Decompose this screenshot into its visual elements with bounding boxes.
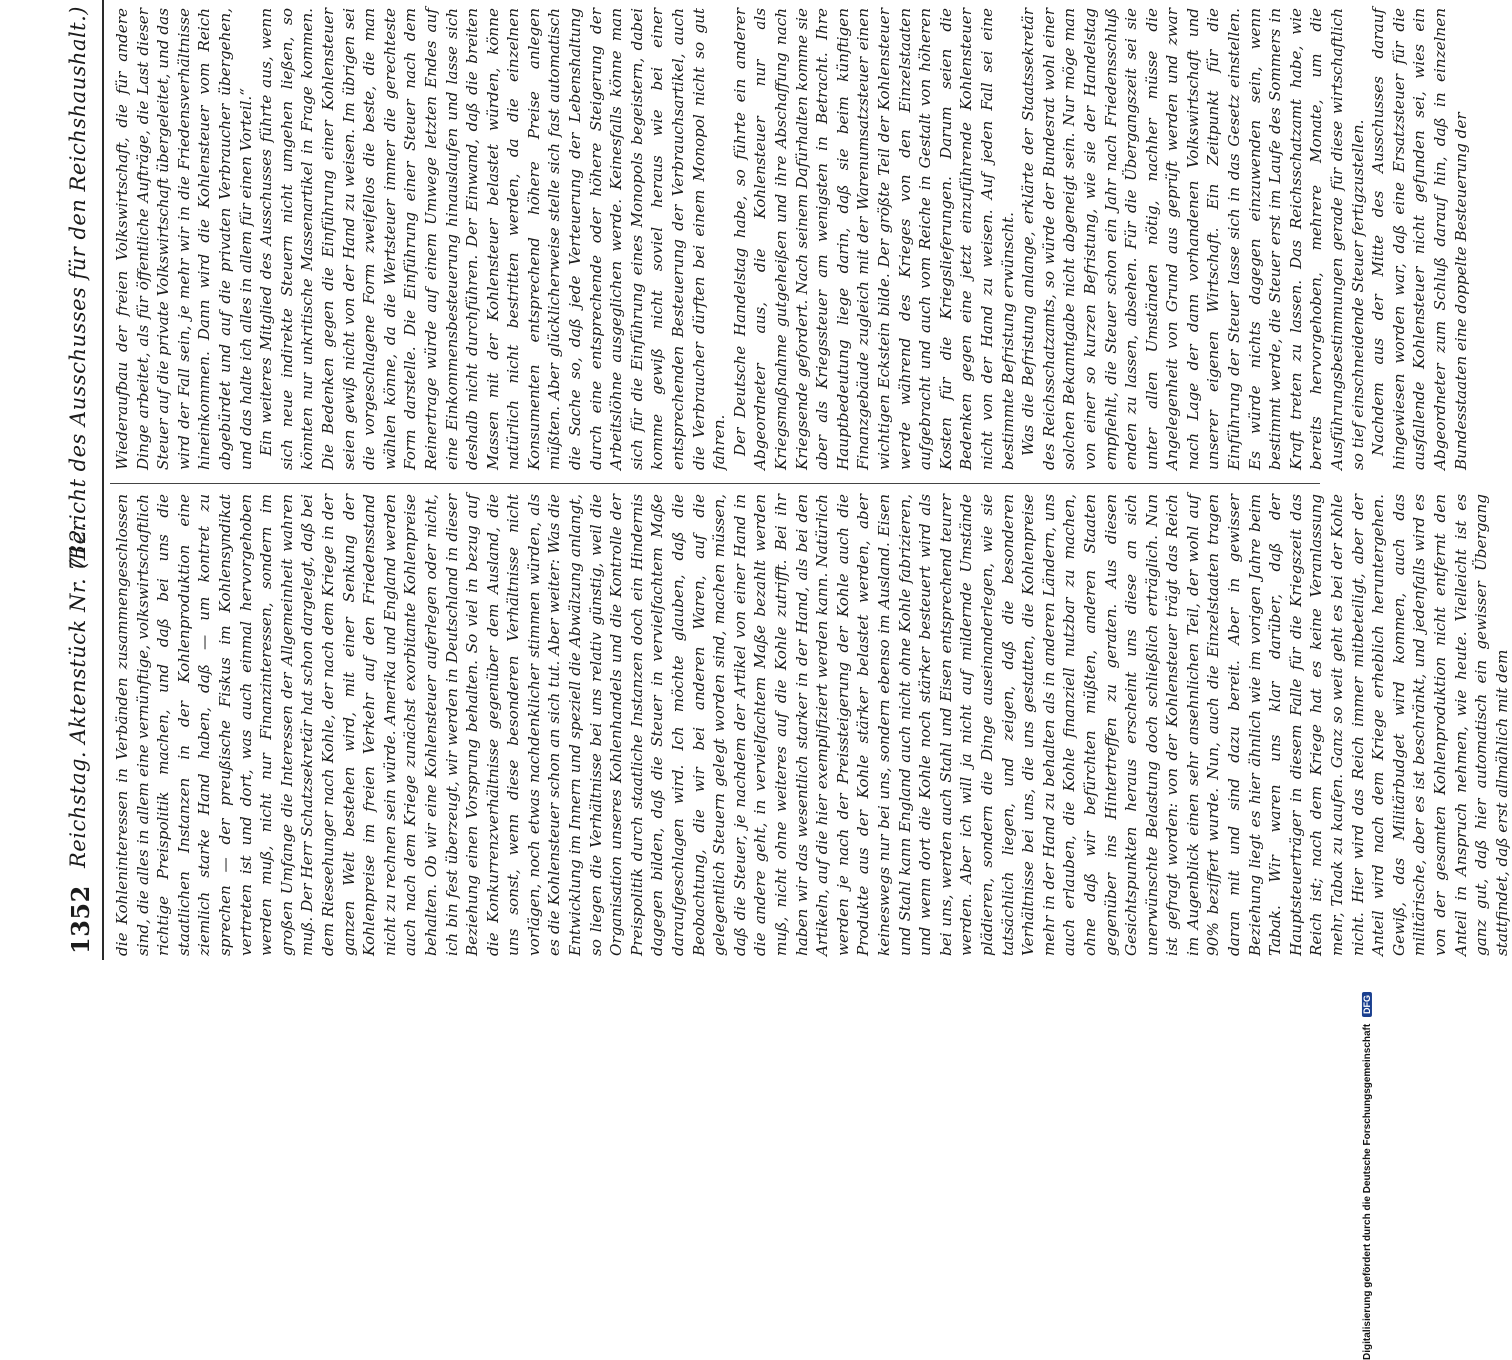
- paragraph: die Kohleninteressen in Verbänden zusammengeschlossen sind, die alles in allem eine vernünftige, volkswirtschaftlich richtige Preispolitik machen, und daß bei uns die staatlichen Instanzen in der Kohlenproduktion eine ziemlich starke Hand haben, daß — um kontret zu sprechen — der preußische Fiskus im Kohlensyndikat vertreten ist und dort, was auch einmal hervorgehoben werden muß, nicht nur Finanzinteressen, sondern im großen Umfange die Interessen der Allgemeinheit wahren muß. Der Herr Schatzsekretär hat schon dargelegt, daß bei dem Rieseehunger nach Kohle, der nach dem Kriege in der ganzen Welt bestehen wird, mit einer Senkung der Kohlenpreise im freien Verkehr auf den Friedensstand nicht zu rechnen sein würde. Amerika und England werden auch nach dem Kriege zunächst exorbitante Kohlenpreise behalten. Ob wir eine Kohlensteuer auferlegen oder nicht, ich bin fest überzeugt, wir werden in Deutschland in dieser Beziehung einen Vorsprung behalten. So viel in bezug auf die Konkurrenzverhältnisse gegenüber dem Ausland, die uns sonst, wenn diese besonderen Verhältnisse nicht vorlägen, noch etwas nachdenklicher stimmen würden, als es die Kohlensteuer schon an sich tut. Aber weiter: Was die Entwicklung im Innern und speziell die Abwälzung anlangt, so liegen die Verhältnisse bei uns relativ günstig, weil die Organisation unseres Kohlenhandels und die Kontrolle der Preispolitik durch staatliche Instanzen doch ein Hindernis dagegen bilden, daß die Steuer in vervielfachtem Maße daraufgeschlagen wird. Ich möchte glauben, daß die Beobachtung, die wir bei anderen Waren, auf die gelegentlich Steuern gelegt worden sind, machen müssen, daß die Steuer, je nachdem der Artikel von einer Hand in die andere geht, in vervielfachtem Maße bezahlt werden muß, nicht ohne weiteres auf die Kohle zutrifft. Bei ihr haben wir das wesentlich starker in der Hand, als bei den Artikeln, auf die hier exemplifiziert werden kann. Natürlich werden je nach der Preissteigerung der Kohle auch die Produkte aus der Kohle stärker belastet werden, aber keineswegs nur bei uns, sondern ebenso im Ausland. Eisen und Stahl kann England auch nicht ohne Kohle fabrizieren, und wenn dort die Kohle noch stärker besteuert wird als bei uns, werden auch Stahl und Eisen entsprechend teurer werden. Aber ich will ja nicht auf mildernde Umstände plädieren, sondern die Dinge auseinanderlegen, wie sie tatsächlich liegen, und zeigen, daß die besonderen Verhältnisse bei uns, die uns gestatten, die Kohlenpreise mehr in der Hand zu behalten als in anderen Ländern, uns auch erlauben, die Kohle finanziell nutzbar zu machen, ohne daß wir befürchten müßten, anderen Staaten gegenüber ins Hintertreffen zu geraten. Aus diesen Gesichtspunkten heraus erscheint uns diese an sich unerwünschte Belastung doch schließlich erträglich. Nun ist gefragt worden: von der Kohlensteuer trägt das Reich im Augenblick einen sehr ansehnlichen Teil, der wohl auf 90% beziffert wurde. Nun, auch die Einzelstaaten tragen daran mit und sind dazu bereit. Aber in gewisser Beziehung liegt es hier ähnlich wie im vorigen Jahre beim Tabak. Wir waren uns klar darüber, daß der Hauptsteuerträger in diesem Falle für die Kriegszeit das Reich ist; nach dem Kriege hat es keine Veranlassung mehr, Tabak zu kaufen. Ganz so weit geht es bei der Kohle nicht. Hier wird das Reich immer mitbeteiligt, aber der Anteil wird nach dem Kriege erheblich heruntergehen. Gewiß, das Militärbudget wird kommen, auch das militärische, aber es ist beschränkt, und jedenfalls wird es von der gesamten Kohlenproduktion nicht entfernt den Anteil in Anspruch nehmen, wie heute. Vielleicht ist es ganz gut, daß hier automatisch ein gewisser Übergang stattfindet, daß erst allmählich mit dem: [113, 494, 1511, 956]
- paragraph: Nachdem aus der Mitte des Ausschusses darauf hingewiesen worden war, daß eine Ersatzsteuer für die ausfallende Kohlensteuer nicht gefunden sei, wies ein Abgeordneter zum Schluß darauf hin, daß in einzelnen Bundesstaaten eine doppelte Besteuerung der: [1369, 8, 1470, 470]
- right-column: [112, 8, 1470, 470]
- credit-text: Digitalisierung gefördert durch die Deutsche Forschungsgemeinschaft: [1362, 1023, 1373, 1360]
- paragraph: Ein weiteres Mitglied des Ausschusses führte aus, wenn sich neue indirekte Steuern nicht umgehen ließen, so könnten nur unkritische Massenartikel in Frage kommen. Die Bedenken gegen die Einführung einer Kohlensteuer seien gewiß nicht von der Hand zu weisen. Im übrigen sei die vorgeschlagene Form zweifellos die beste, die man wählen könne, da die Wertsteuer immer die gerechteste Form darstelle. Die Einführung einer Steuer nach dem Reinertrage würde auf einem Umwege letzten Endes auf eine Einkommensbesteuerung hinauslaufen und lasse sich deshalb nicht durchführen. Der Einwand, daß die breiten Massen mit der Kohlensteuer belastet würden, könne natürlich nicht bestritten werden, da die einzelnen Konsumenten entsprechend höhere Preise anlegen müßten. Aber glücklicherweise stelle sich fast automatisch die Sache so, daß jede Verteuerung der Lebenshaltung durch eine entsprechende oder höhere Steigerung der Arbeitslöhne ausgeglichen werde. Keinesfalls könne man sich für die Einführung eines Monopols begeistern, dabei komme gewiß nicht soviel heraus wie bei einer entsprechenden Besteuerung der Verbrauchsartikel, auch die Verbraucher dürften bei einem Monopol nicht so gut fahren.: [257, 8, 729, 470]
- paragraph: Der Deutsche Handelstag habe, so führte ein anderer Abgeordneter aus, die Kohlensteuer nur als Kriegsmaßnahme gutgeheißen und ihre Abschaffung nach Kriegsende gefordert. Nach seinem Dafürhalten komme sie aber als Kriegssteuer am wenigsten in Betracht. Ihre Hauptbedeutung liege darin, daß sie beim künftigen Finanzgebäude zugleich mit der Warenumsatzsteuer einen wichtigen Eckstein bilde. Der größte Teil der Kohlensteuer werde während des Krieges von den Einzelstaaten aufgebracht und auch vom Reiche in Gestalt von höheren Kosten für die Kriegslieferungen. Darum seien die Bedenken gegen eine jetzt einzuführende Kohlensteuer nicht von der Hand zu weisen. Auf jeden Fall sei eine bestimmte Befristung erwünscht.: [730, 8, 1017, 470]
- document-page: [62, 0, 1511, 960]
- document-title: Reichstag. Aktenstück Nr. 712.: [66, 521, 90, 868]
- digitization-credit: [1362, 992, 1373, 1360]
- paragraph: Wiederaufbau der freien Volkswirtschaft, die für andere Dinge arbeitet, als für öffentliche Aufträge, die Last dieser Steuer auf die private Volkswirtschaft übergeleitet, und das wird der Fall sein, je mehr wir in die Friedensverhältnisse hineinkommen. Dann wird die Kohlensteuer vom Reich abgebürdet und auf die privaten Verbraucher übergehen, und das halte ich alles in allem für einen Vorteil.“: [113, 8, 255, 470]
- column-divider: [110, 483, 1320, 484]
- section-topic: (Bericht des Ausschusses für den Reichshaushalt.): [66, 6, 90, 570]
- page-number: 1352: [66, 885, 95, 954]
- page-header: [62, 0, 102, 960]
- dfg-logo: DFG: [1362, 992, 1372, 1017]
- left-column: [112, 494, 1511, 956]
- paragraph: Was die Befristung anlange, erklärte der Staatssekretär des Reichsschatzamts, so würde der Bundesrat wohl einer solchen Bekanntgabe nicht abgeneigt sein. Nur möge man von einer so kurzen Befristung, wie sie der Handelstag empfiehlt, die Steuer schon ein Jahr nach Friedensschluß enden zu lassen, absehen. Für die Übergangszeit sei sie unter allen Umständen nötig, nachher müsse die Angelegenheit von Grund aus geprüft werden und zwar nach Lage der dann vorhandenen Volkswirtschaft und unserer eigenen Wirtschaft. Ein Zeitpunkt für die Einführung der Steuer lasse sich in das Gesetz einstellen. Es würde nichts dagegen einzuwenden sein, wenn bestimmt werde, die Steuer erst im Laufe des Sommers in Kraft treten zu lassen. Das Reichsschatzamt habe, wie bereits hervorgehoben, mehrere Monate, um die Ausführungsbestimmungen gerade für diese wirtschaftlich so tief einschneidende Steuer fertigzustellen.: [1019, 8, 1367, 470]
- header-rule: [102, 0, 104, 960]
